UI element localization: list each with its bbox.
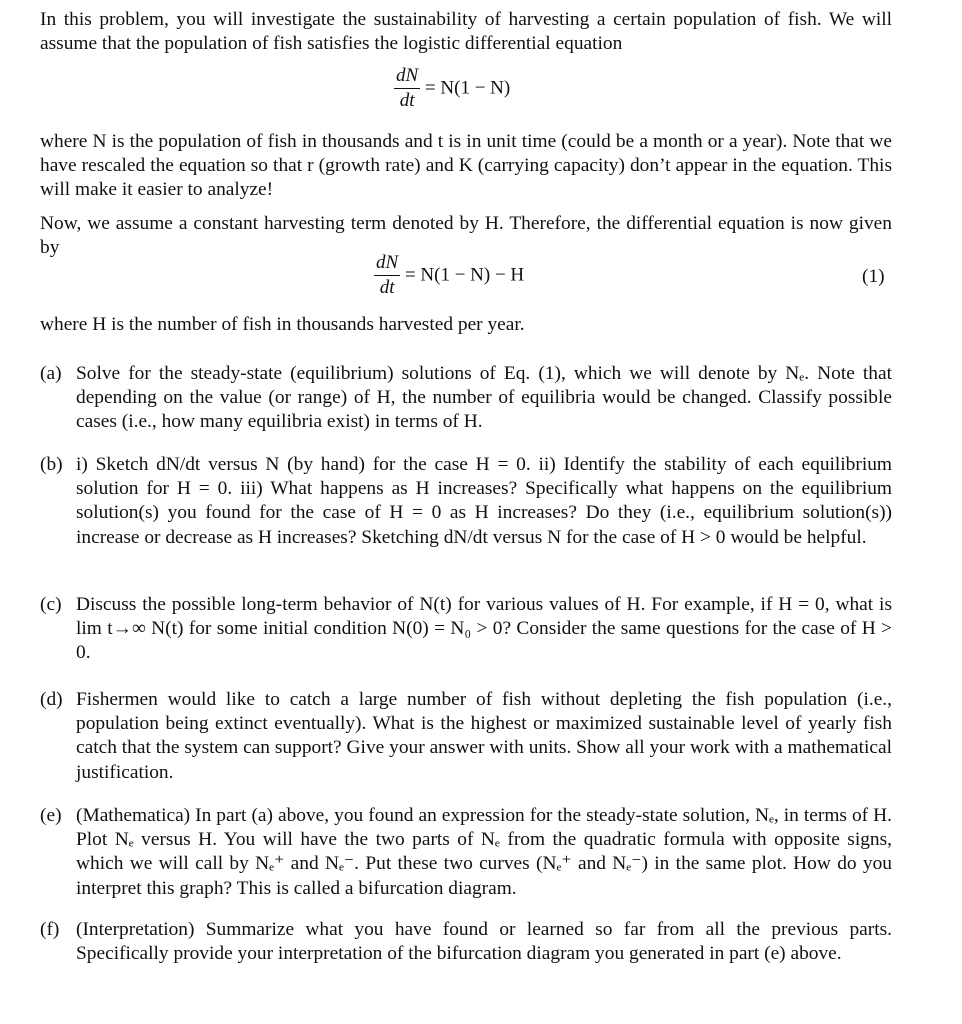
harvest-definition: where H is the number of fish in thousands harvested per year. [40,314,525,335]
part-a-label: (a) [40,363,62,384]
part-d [40,688,892,785]
part-b-label: (b) [40,454,63,475]
eq2-denominator: dt [379,277,395,298]
part-e [40,804,892,901]
part-d-label: (d) [40,689,63,710]
harvesting-equation [374,251,524,300]
part-a-text: Solve for the steady-state (equilibrium) solutions of Eq. (1), which we will denote by Nₑ. Note that depending on the value (or range) of H, the number of equilibria would be changed. Classify possible cases (i.e., how many equilibria exist) in terms of H. [76,363,892,433]
part-f-text: (Interpretation) Summarize what you have found or learned so far from all the previous parts. Specifically provide your interpretation of the bifurcation diagram you generated in part (e) above. [76,919,892,965]
logistic-equation [394,64,510,113]
harvesting-paragraph: Now, we assume a constant harvesting term denoted by H. Therefore, the differential equation is now given by [40,213,892,259]
part-c [40,593,892,666]
eq1-numerator: dN [394,64,420,89]
part-e-text: (Mathematica) In part (a) above, you found an expression for the steady-state solution, Nₑ, in terms of H. Plot Nₑ versus H. You will have the two parts of Nₑ from the quadratic formula with opposite signs, which we will call by Nₑ⁺ and Nₑ⁻. Put these two curves (Nₑ⁺ and Nₑ⁻) in the same plot. How do you interpret this graph? This is called a bifurcation diagram. [76,805,892,899]
part-f-label: (f) [40,919,60,940]
equation-number: (1) [862,266,885,287]
variables-paragraph: where N is the population of fish in thousands and t is in unit time (could be a month or a year). Note that we have rescaled the equation so that r (growth rate) and K (carrying capacity) don’t appear in the equation. This will make it easier to analyze! [40,131,892,201]
eq2-numerator: dN [374,251,400,276]
part-f [40,918,892,966]
eq1-denominator: dt [399,90,415,111]
part-e-label: (e) [40,805,62,826]
part-b [40,453,892,550]
part-a [40,362,892,435]
eq2-rhs: = N(1 − N) − H [404,264,525,286]
part-b-text: i) Sketch dN/dt versus N (by hand) for the case H = 0. ii) Identify the stability of each equilibrium solution for H = 0. iii) What happens as H increases? Specifically what happens on the equilibrium solution(s) you found for the case of H = 0 as H increases? Do they (i.e., equilibrium solution(s)) increase or decrease as H increases? Sketching dN/dt versus N for the case of H > 0 would be helpful. [76,454,892,548]
part-d-text: Fishermen would like to catch a large number of fish without depleting the fish population (i.e., population being extinct eventually). What is the highest or maximized sustainable level of yearly fish catch that the system can support? Give your answer with units. Show all your work with a mathematical justification. [76,689,892,783]
part-c-label: (c) [40,594,62,615]
intro-paragraph: In this problem, you will investigate the sustainability of harvesting a certain population of fish. We will assume that the population of fish satisfies the logistic differential equation [40,9,892,55]
part-c-text: Discuss the possible long-term behavior of N(t) for various values of H. For example, if H = 0, what is lim t→∞ N(t) for some initial condition N(0) = N₀ > 0? Consider the same questions for the case of H > 0. [76,594,892,664]
eq1-rhs: = N(1 − N) [424,77,511,99]
